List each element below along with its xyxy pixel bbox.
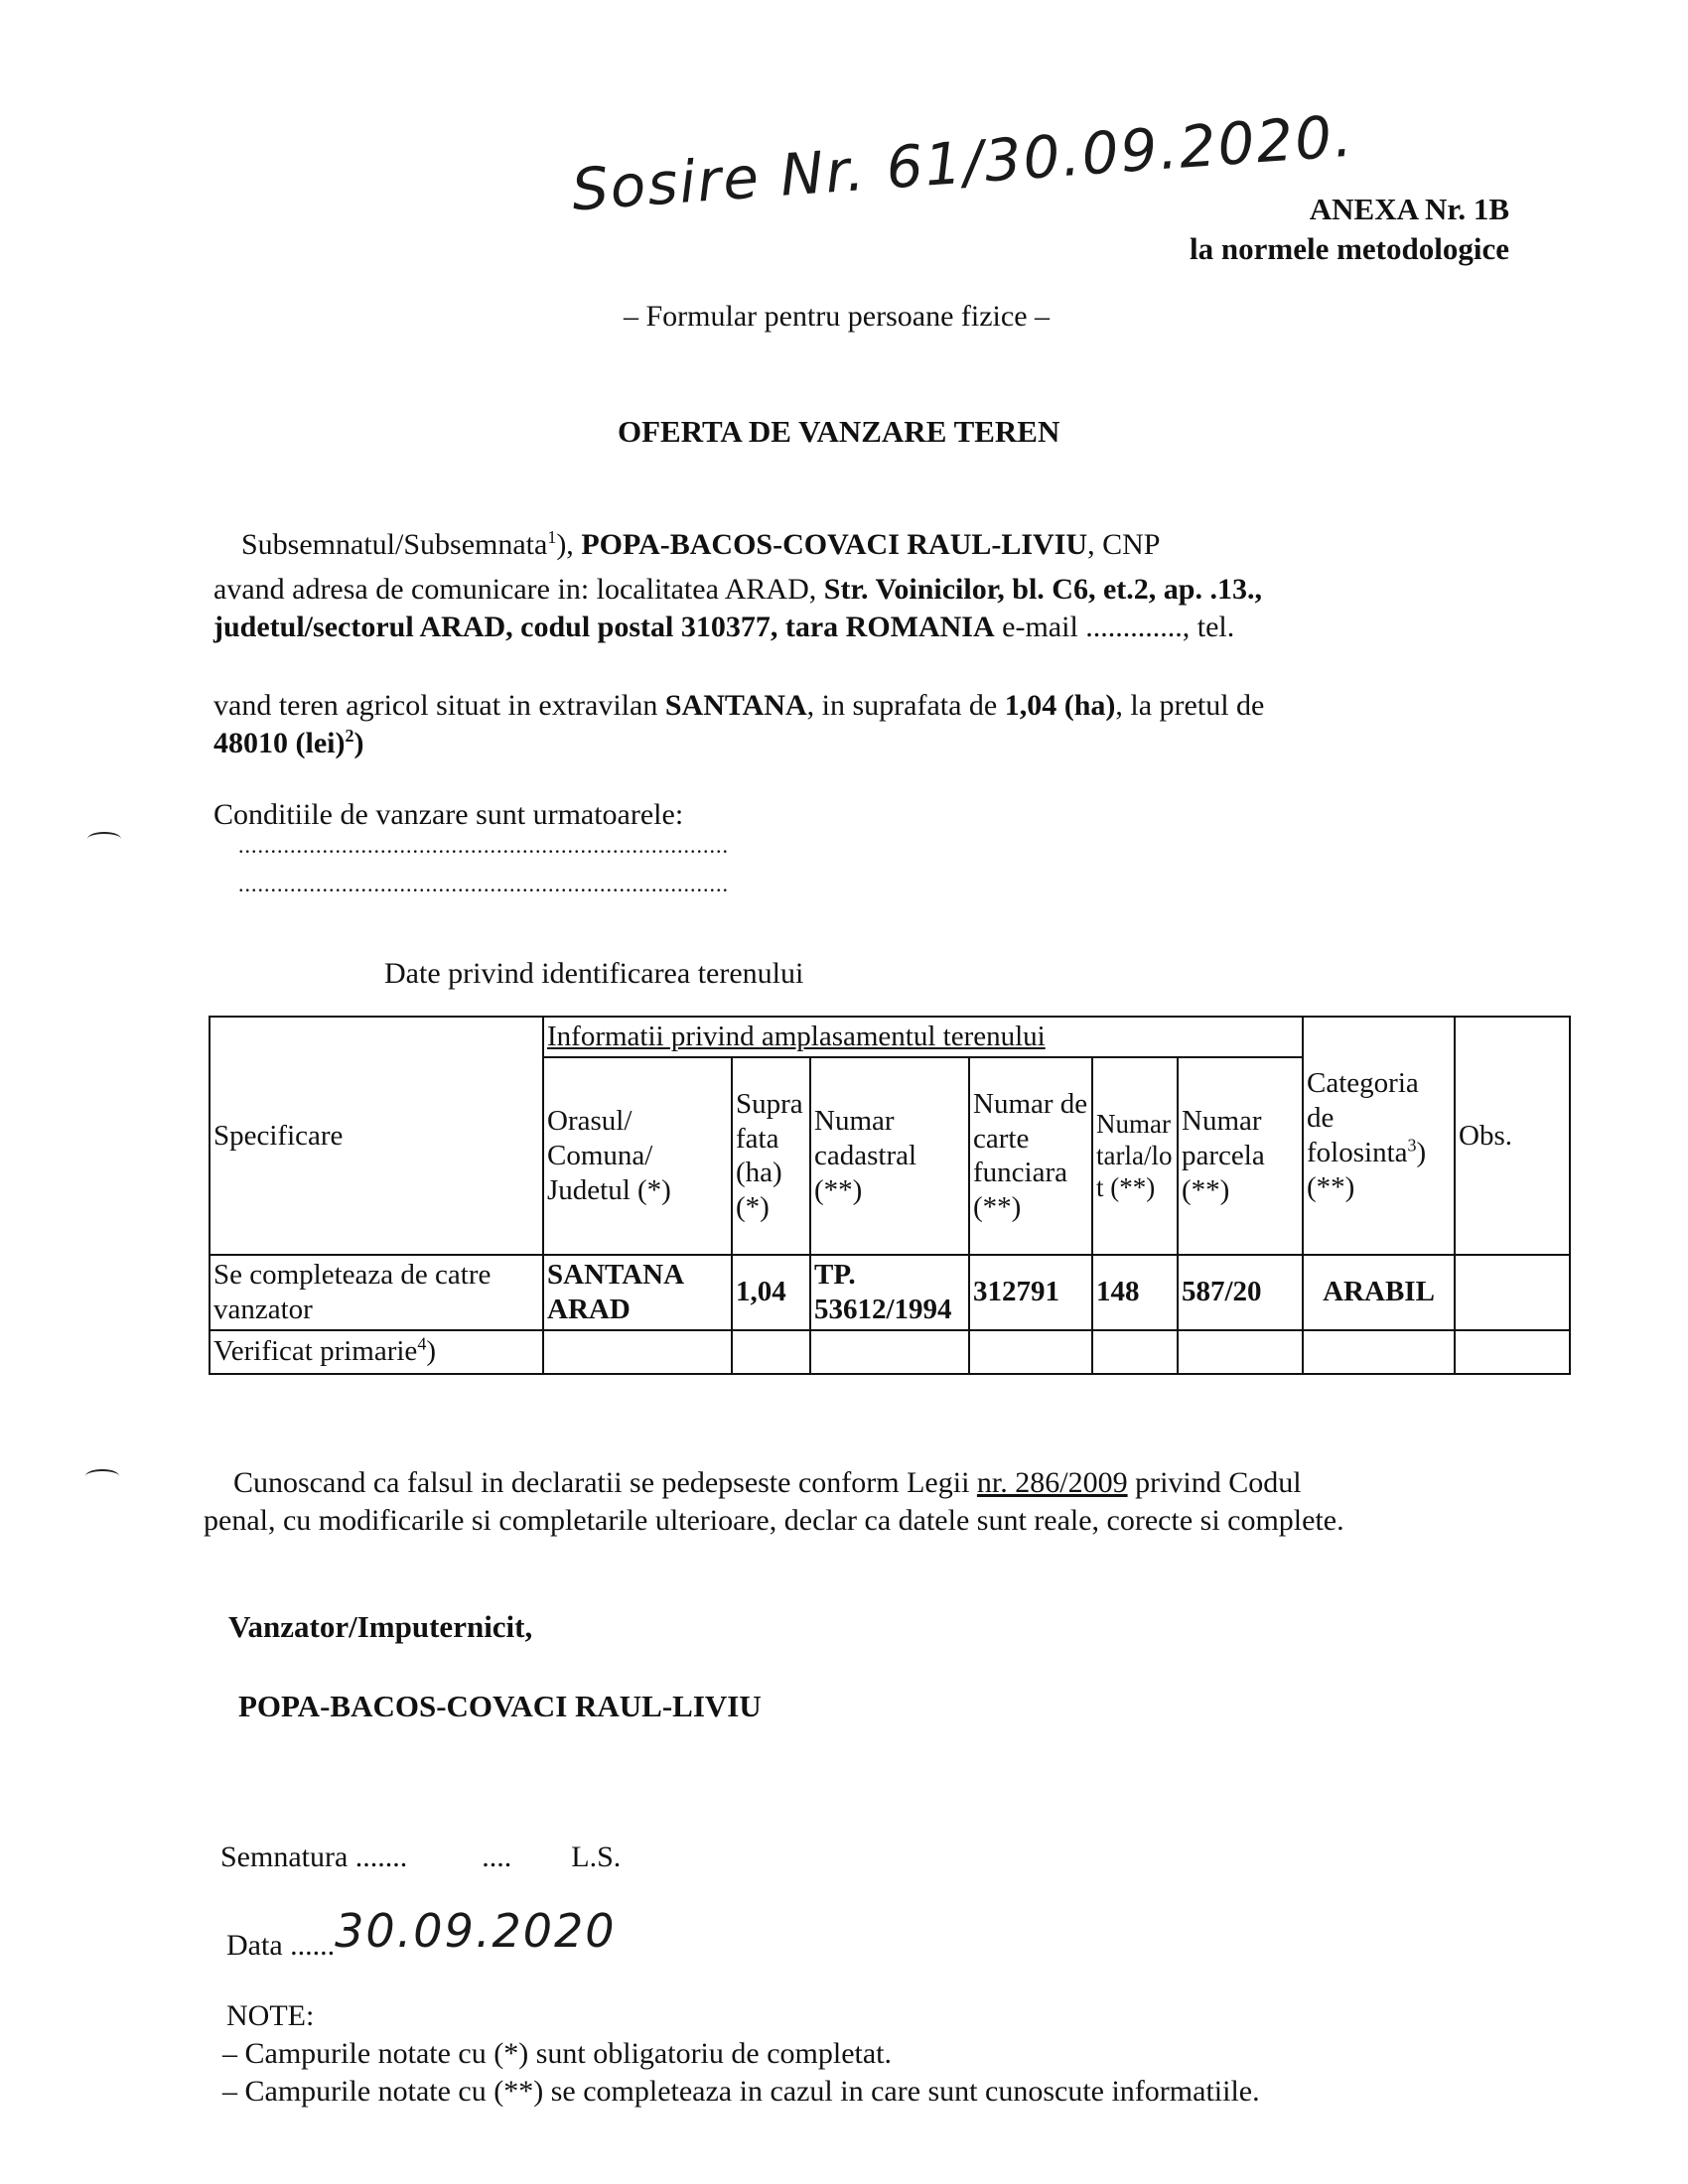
header-obs: Obs. xyxy=(1455,1017,1570,1255)
notes-title: NOTE: xyxy=(226,1999,315,2032)
cell-suprafata: 1,04 xyxy=(732,1255,810,1330)
footnote-1: 1 xyxy=(547,527,557,547)
annex-subtitle: la normele metodologice xyxy=(1190,231,1509,266)
header-oras: Orasul/ Comuna/ Judetul (*) xyxy=(543,1057,732,1255)
verified-cell xyxy=(1303,1330,1455,1374)
declaration-line-2: penal, cu modificarile si completarile ulterioare, declar ca datele sunt reale, corecte si complete. xyxy=(204,1504,1344,1537)
margin-punch-mark xyxy=(85,1469,119,1483)
row-verified-label xyxy=(210,1330,543,1374)
verified-cell xyxy=(732,1330,810,1374)
sale-text-1: vand teren agricol situat in extravilan xyxy=(213,689,665,722)
sale-area: 1,04 (ha) xyxy=(1004,689,1116,722)
declarant-prefix: Subsemnatul/Subsemnata xyxy=(241,528,548,561)
verified-cell xyxy=(1455,1330,1570,1374)
sale-price-end: ) xyxy=(353,727,364,759)
declarant-line-2 xyxy=(213,571,1262,609)
cell-categoria: ARABIL xyxy=(1303,1255,1455,1330)
sale-location: SANTANA xyxy=(664,689,807,722)
address-county: judetul/sectorul ARAD, codul postal 310377, tara ROMANIA xyxy=(213,611,995,643)
address-street: Str. Voinicilor, bl. C6, et.2, ap. .13., xyxy=(823,573,1262,606)
form-type: – Formular pentru persoane fizice – xyxy=(624,300,1051,333)
table-row-verified xyxy=(210,1330,1570,1374)
header-group-location: Informatii privind amplasamentul terenului xyxy=(543,1017,1303,1057)
conditions-line-2: ............................................................................ xyxy=(238,872,729,896)
sale-line-1 xyxy=(213,687,1264,725)
declarant-name: POPA-BACOS-COVACI RAUL-LIVIU xyxy=(581,528,1088,561)
cell-obs xyxy=(1455,1255,1570,1330)
cnp-label: , CNP xyxy=(1087,528,1161,561)
header-parcela: Numar parcela (**) xyxy=(1178,1057,1303,1255)
cell-cadastral: TP. 53612/1994 xyxy=(810,1255,969,1330)
declaration-text-1: Cunoscand ca falsul in declaratii se pedepseste conform Legii xyxy=(233,1466,977,1499)
note-item: – Campurile notate cu (**) se completeaza in cazul in care sunt cunoscute informatiile. xyxy=(222,2075,1260,2108)
verified-cell xyxy=(543,1330,732,1374)
address-locality: avand adresa de comunicare in: localitatea ARAD, xyxy=(213,573,824,606)
footnote-4: 4 xyxy=(417,1333,427,1354)
verified-cell xyxy=(1092,1330,1178,1374)
sale-line-2 xyxy=(213,725,363,762)
conditions-label: Conditiile de vanzare sunt urmatoarele: xyxy=(213,798,684,831)
header-categoria-text: Categoria de folosinta xyxy=(1307,1067,1419,1168)
document-title: OFERTA DE VANZARE TEREN xyxy=(618,414,1060,449)
signatory-name: POPA-BACOS-COVACI RAUL-LIVIU xyxy=(238,1689,762,1723)
handwritten-registration-note: Sosire Nr. 61/30.09.2020. xyxy=(569,101,1356,224)
verified-cell xyxy=(810,1330,969,1374)
header-carte-funciara: Numar de carte funciara (**) xyxy=(969,1057,1092,1255)
signatory-role: Vanzator/Imputernicit, xyxy=(228,1609,533,1644)
declarant-line-3 xyxy=(213,609,1234,646)
declaration-line-1 xyxy=(233,1464,1302,1502)
footnote-2: 2 xyxy=(345,726,354,746)
header-tarla: Numar tarla/lot (**) xyxy=(1092,1057,1178,1255)
conditions-line-1: ............................................................................ xyxy=(238,833,729,858)
cell-tarla: 148 xyxy=(1092,1255,1178,1330)
verified-cell xyxy=(1178,1330,1303,1374)
cell-carte-funciara: 312791 xyxy=(969,1255,1092,1330)
table-title: Date privind identificarea terenului xyxy=(384,957,804,990)
contact-fields: e-mail ............., tel. xyxy=(994,611,1235,643)
declarant-prefix-end: ), xyxy=(556,528,574,561)
declaration-text-2: privind Codul xyxy=(1127,1466,1302,1499)
note-item: – Campurile notate cu (*) sunt obligatoriu de completat. xyxy=(222,2037,892,2070)
verified-label-end: ) xyxy=(426,1335,436,1368)
sale-text-2: , in suprafata de xyxy=(806,689,1005,722)
footnote-3: 3 xyxy=(1407,1135,1417,1156)
margin-punch-mark xyxy=(87,832,121,846)
declarant-line-1 xyxy=(241,526,1160,564)
header-categoria-end: ) (**) xyxy=(1307,1136,1427,1203)
header-suprafata: Suprafata (ha) (*) xyxy=(732,1057,810,1255)
law-reference: nr. 286/2009 xyxy=(976,1466,1128,1499)
date-label: Data ...... xyxy=(226,1929,336,1962)
sale-price: 48010 (lei) xyxy=(213,727,346,759)
cell-oras: SANTANA ARAD xyxy=(543,1255,732,1330)
annex-title: ANEXA Nr. 1B xyxy=(1309,192,1509,226)
header-specificare: Specificare xyxy=(210,1017,543,1255)
header-cadastral: Numar cadastral (**) xyxy=(810,1057,969,1255)
header-categoria xyxy=(1303,1017,1455,1255)
table-row-seller xyxy=(210,1255,1570,1330)
signature-line: Semnatura ....... .... L.S. xyxy=(220,1841,622,1873)
sale-text-3: , la pretul de xyxy=(1115,689,1265,722)
verified-cell xyxy=(969,1330,1092,1374)
date-line xyxy=(226,1904,617,1969)
land-identification-table xyxy=(209,1016,1571,1375)
cell-parcela: 587/20 xyxy=(1178,1255,1303,1330)
verified-label-text: Verificat primarie xyxy=(213,1335,418,1368)
date-value: 30.09.2020 xyxy=(335,1904,617,1958)
row-seller-label: Se completeaza de catre vanzator xyxy=(210,1255,543,1330)
